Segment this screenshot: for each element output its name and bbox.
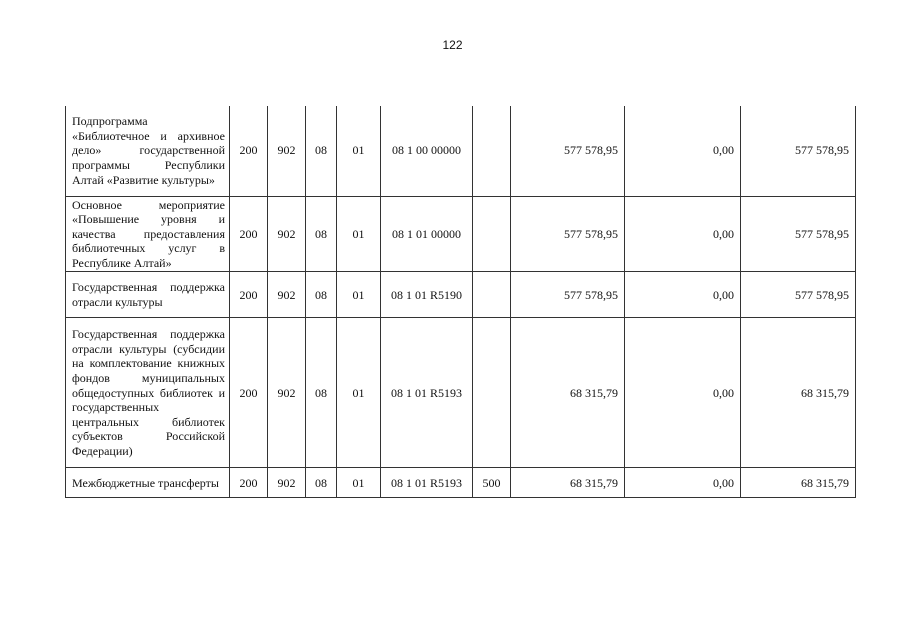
section-code: 08 [306,196,337,272]
row-name: Государственная поддержка отрасли культуры (субсидии на комплектование книжных фондов муниципальных общедоступных библиотек и государственных центральных библиотек субъектов Российской Федерации) [66,318,230,468]
subsection-code: 01 [337,196,381,272]
table-row [66,468,856,498]
table-row [66,318,856,468]
section-code: 08 [306,106,337,196]
ministry-code: 902 [268,468,306,498]
amount-2: 0,00 [625,272,741,318]
amount-2: 0,00 [625,106,741,196]
target-code: 08 1 01 R5193 [381,468,473,498]
table-row [66,272,856,318]
section-code: 08 [306,468,337,498]
admin-code: 200 [230,318,268,468]
section-code: 08 [306,318,337,468]
amount-3: 577 578,95 [741,196,856,272]
expense-type-code [473,106,511,196]
table-row [66,106,856,196]
section-code: 08 [306,272,337,318]
target-code: 08 1 00 00000 [381,106,473,196]
amount-3: 577 578,95 [741,272,856,318]
subsection-code: 01 [337,468,381,498]
ministry-code: 902 [268,272,306,318]
subsection-code: 01 [337,106,381,196]
amount-1: 68 315,79 [511,468,625,498]
amount-1: 68 315,79 [511,318,625,468]
ministry-code: 902 [268,196,306,272]
budget-table [65,106,856,498]
admin-code: 200 [230,196,268,272]
amount-2: 0,00 [625,468,741,498]
ministry-code: 902 [268,318,306,468]
table-row [66,196,856,272]
row-name: Межбюджетные трансферты [66,468,230,498]
amount-1: 577 578,95 [511,106,625,196]
ministry-code: 902 [268,106,306,196]
admin-code: 200 [230,272,268,318]
amount-2: 0,00 [625,318,741,468]
target-code: 08 1 01 00000 [381,196,473,272]
admin-code: 200 [230,106,268,196]
expense-type-code: 500 [473,468,511,498]
expense-type-code [473,196,511,272]
subsection-code: 01 [337,318,381,468]
page-number: 122 [442,38,463,52]
row-name: Государственная поддержка отрасли культуры [66,272,230,318]
amount-1: 577 578,95 [511,196,625,272]
amount-1: 577 578,95 [511,272,625,318]
admin-code: 200 [230,468,268,498]
amount-2: 0,00 [625,196,741,272]
expense-type-code [473,318,511,468]
subsection-code: 01 [337,272,381,318]
row-name: Основное мероприятие «Повышение уровня и качества предоставления библиотечных услуг в Республике Алтай» [66,196,230,272]
target-code: 08 1 01 R5193 [381,318,473,468]
row-name: Подпрограмма «Библиотечное и архивное дело» государственной программы Республики Алтай «Развитие культуры» [66,106,230,196]
amount-3: 68 315,79 [741,468,856,498]
amount-3: 577 578,95 [741,106,856,196]
amount-3: 68 315,79 [741,318,856,468]
target-code: 08 1 01 R5190 [381,272,473,318]
expense-type-code [473,272,511,318]
